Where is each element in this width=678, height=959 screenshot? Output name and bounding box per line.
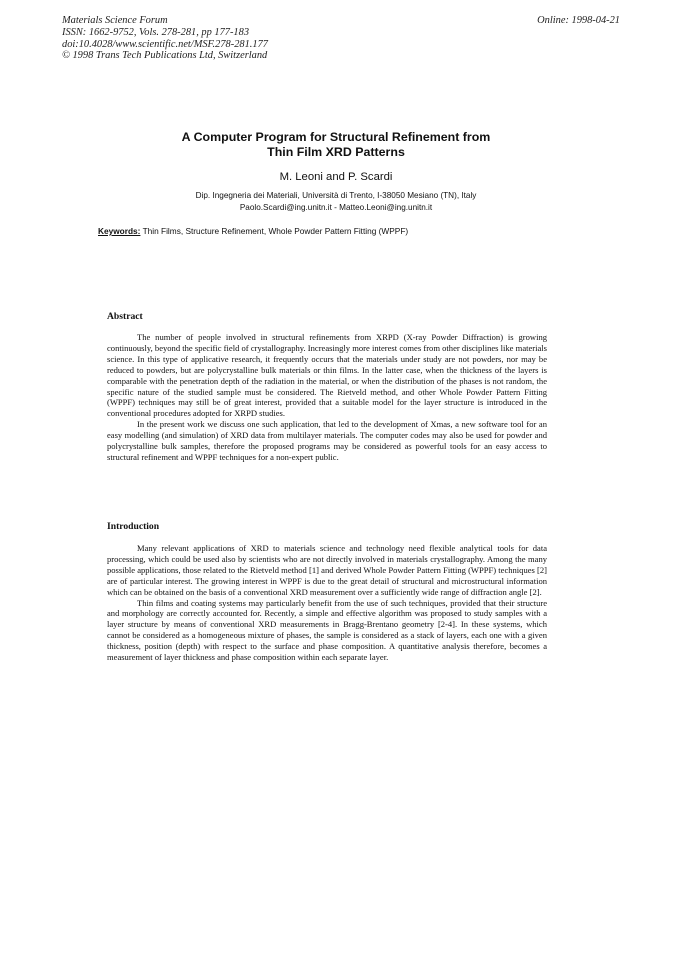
authors: M. Leoni and P. Scardi (279, 171, 393, 183)
affiliation-address: Dip. Ingegneria dei Materiali, Università di Trento, I-38050 Mesiano (TN), Italy (195, 191, 477, 200)
title-line-2: Thin Film XRD Patterns (267, 145, 405, 159)
affiliation (96, 190, 576, 213)
introduction-paragraph-1: Many relevant applications of XRD to materials science and technology need flexible analytical tools for data processing, which could be used also by scientists who are not directly involved in materials crystallography. Among the many possible applications, those related to the Rietveld method [1] and derived Whole Powder Pattern Fitting (WPPF) techniques [2] are of particular interest. The growing interest in WPPF is due to the great detail of structural and microstructural information which can be obtained on the basis of a conventional XRD measurement over a sufficiently wide range of diffraction angle [2]. (107, 543, 547, 597)
keywords (98, 226, 408, 237)
copyright-line: © 1998 Trans Tech Publications Ltd, Switzerland (62, 50, 268, 62)
journal-name: Materials Science Forum (62, 15, 168, 26)
abstract-paragraph-1: The number of people involved in structural refinements from XRPD (X-ray Powder Diffraction) is growing continuously, beyond the specific field of crystallography. Increasingly more interest comes from other disciplines like materials science. In this type of applicative research, it frequently occurs that the materials under study are not powders, nor may be reduced to powders, but are polycrystalline bulk materials or thin films. In the latter case, when the thickness of the layers is comparable with the penetration depth of the radiation in the material, or when the distribution of the phases is not random, the specific nature of the studied sample must be considered. The Rietveld method, and other Whole Powder Pattern Fitting (WPPF) techniques may still be of great interest, provided that a suitable model for the layer structure is introduced in the conventional procedures adopted for XRPD studies. (107, 332, 547, 419)
keywords-text: Thin Films, Structure Refinement, Whole Powder Pattern Fitting (WPPF) (140, 226, 409, 236)
introduction-body (107, 543, 547, 663)
abstract-body (107, 332, 547, 463)
issn-line: ISSN: 1662-9752, Vols. 278-281, pp 177-183 (62, 26, 250, 38)
introduction-heading: Introduction (107, 521, 160, 532)
keywords-label: Keywords: (98, 226, 141, 236)
online-date: Online: 1998-04-21 (537, 15, 620, 26)
paper-title (106, 130, 566, 160)
abstract-heading: Abstract (107, 311, 143, 322)
title-line-1: A Computer Program for Structural Refinement from (181, 130, 491, 144)
introduction-paragraph-2: Thin films and coating systems may particularly benefit from the use of such techniques, provided that their structure and morphology are correctly accounted for. Recently, a simple and effective algorithm was proposed to study samples with a layer structure by means of conventional XRD measurements in Bragg-Brentano geometry [2-4]. In these systems, which cannot be considered as a homogeneous mixture of phases, the sample is considered as a stack of layers, each one with a given thickness, position (depth) with respect to the surface and phase composition. A quantitative analysis therefore, becomes a measurement of layer thickness and phase composition within each separate layer. (107, 597, 547, 663)
doi-line: doi:10.4028/www.scientific.net/MSF.278-281.177 (62, 38, 268, 50)
journal-metadata (62, 15, 268, 62)
affiliation-emails: Paolo.Scardi@ing.unitn.it - Matteo.Leoni@ing.unitn.it (239, 202, 433, 212)
abstract-paragraph-2: In the present work we discuss one such application, that led to the development of Xmas, a new software tool for an easy modelling (and simulation) of XRD data from multilayer materials. The computer codes may also be used for powder and polycrystalline bulk samples, therefore the proposed programs may be considered as powerful tools for an easy access to structural refinement and WPPF techniques for a non-expert public. (107, 419, 547, 462)
